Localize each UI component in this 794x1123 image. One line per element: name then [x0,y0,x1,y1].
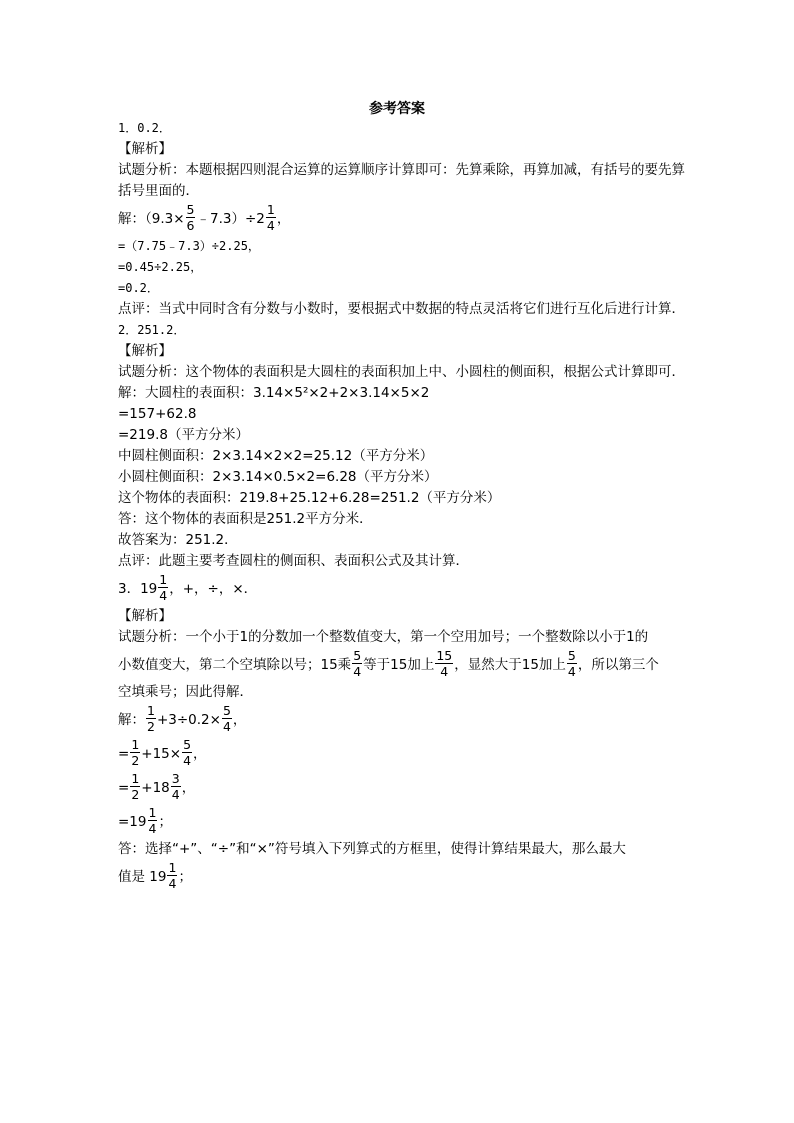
q3-answer-line-2 [118,860,688,894]
q3-a2-part1: 小数值变大，第二个空填除以号；15乘 [118,657,352,673]
fraction-denominator: 4 [171,787,180,802]
q3-s2-mid: +15× [141,746,182,762]
q3-ans2-prefix: 值是 19 [118,869,167,885]
q3-a2-part2: 等于15加上 [363,657,435,673]
q3-s4-prefix: =19 [118,814,147,830]
q3-s3-fraction-1 [130,770,140,802]
q3-answer-fraction [158,571,168,603]
q3-analysis-2 [118,648,688,682]
q2-line-5: 小圆柱侧面积：2×3.14×0.5×2=6.28（平方分米） [118,469,438,485]
fraction-numerator: 1 [131,736,140,752]
fraction-denominator: 4 [168,876,177,891]
fraction-denominator: 2 [147,719,155,734]
q1-fraction [186,201,196,233]
fraction-numerator: 5 [186,201,195,217]
q3-answer [118,572,688,606]
fraction-denominator: 4 [266,218,275,233]
fraction-numerator: 3 [171,770,180,786]
q2-line-1: 解：大圆柱的表面积：3.14×5²×2+2×3.14×5×2 [118,385,430,401]
q2-line-4: 中圆柱侧面积：2×3.14×2×2=25.12（平方分米） [118,448,434,464]
fraction-denominator: 4 [567,664,576,679]
fraction-numerator: 1 [159,571,168,587]
fraction-numerator: 5 [567,647,576,663]
fraction-denominator: 4 [440,664,449,679]
fraction-denominator: 2 [131,753,140,768]
fraction-numerator: 5 [222,702,231,718]
q1-sol-end: ， [276,211,291,227]
q3-a2-part4: ，所以第三个 [577,657,659,673]
q1-analysis: 试题分析：本题根据四则混合运算的运算顺序计算即可：先算乘除，再算加减，有括号的要先算括号里面的． [118,162,685,199]
q3-s1-fraction-2 [222,702,232,734]
q3-a2-fraction-3 [567,647,577,679]
q3-s4-end: ； [158,814,172,830]
q3-s2-end: ， [193,746,207,762]
q3-s3-end: ， [181,780,196,796]
fraction-numerator: 1 [168,859,177,875]
q3-solution-1 [118,703,688,737]
q1-sol-prefix: 解：（9.3× [118,211,185,227]
q2-line-3: =219.8（平方分米） [118,427,249,443]
q3-solution-3 [118,771,688,805]
fraction-numerator: 1 [131,770,140,786]
q2-line-7: 答：这个物体的表面积是251.2平方分米． [118,511,373,527]
fraction-denominator: 2 [131,787,140,802]
fraction-numerator: 5 [353,647,362,663]
q2-line-2: =157+62.8 [118,406,197,422]
fraction-numerator: 1 [148,804,157,820]
q3-s1-mid: +3÷0.2× [156,712,221,728]
q2-answer: 2．251.2． [118,323,186,337]
q1-solution-line [118,202,688,236]
q2-jiexi-heading: 【解析】 [118,343,172,359]
q1-jiexi-heading: 【解析】 [118,141,172,157]
q1-answer: 1．0.2． [118,121,171,135]
q1-step-2: =（7.75﹣7.3）÷2.25， [118,239,260,253]
q2-analysis: 试题分析：这个物体的表面积是大圆柱的表面积加上中、小圆柱的侧面积，根据公式计算即可． [118,364,685,380]
q3-s3-mid: +18 [141,780,170,796]
q3-s1-fraction-1 [146,702,156,734]
q3-ans2-fraction [167,859,177,891]
q3-s2-prefix: = [118,746,130,762]
q3-s2-fraction-2 [182,736,192,768]
page-title: 参考答案 [369,101,425,117]
answer-content [118,118,688,894]
q3-s1-end: ， [232,712,247,728]
fraction-denominator: 4 [159,588,168,603]
q3-s2-fraction-1 [130,736,140,768]
q3-answer-line-1: 答：选择“+”、“÷”和“×”符号填入下列算式的方框里，使得计算结果最大，那么最大 [118,841,626,857]
q3-answer-suffix: ，+，÷，×． [169,581,258,597]
q2-comment: 点评：此题主要考查圆柱的侧面积、表面积公式及其计算． [118,553,469,569]
q3-a2-fraction-1 [352,647,362,679]
fraction-numerator: 15 [436,647,453,663]
q3-solution-2 [118,737,688,771]
q2-line-8: 故答案为：251.2． [118,532,238,548]
q3-jiexi-heading: 【解析】 [118,608,172,624]
q3-a2-part3: ，显然大于15加上 [454,657,566,673]
q3-answer-prefix: 3．19 [118,581,158,597]
fraction-denominator: 4 [183,753,192,768]
q1-mixed-fraction [266,201,276,233]
q3-analysis-1: 试题分析：一个小于1的分数加一个整数值变大，第一个空用加号；一个整数除以小于1的 [118,629,649,645]
q3-analysis-3: 空填乘号；因此得解． [118,684,253,700]
fraction-numerator: 5 [183,736,192,752]
q2-line-6: 这个物体的表面积：219.8+25.12+6.28=251.2（平方分米） [118,490,501,506]
q3-s1-prefix: 解： [118,712,145,728]
fraction-denominator: 6 [186,218,195,233]
q3-a2-fraction-2 [435,647,453,679]
q3-ans2-end: ； [178,869,192,885]
fraction-numerator: 1 [266,201,275,217]
q3-s4-fraction [148,804,158,836]
q3-s3-prefix: = [118,780,130,796]
q1-comment: 点评：当式中同时含有分数与小数时，要根据式中数据的特点灵活将它们进行互化后进行计算． [118,301,685,317]
q1-step-4: =0.2． [118,281,159,295]
fraction-denominator: 4 [353,664,362,679]
fraction-numerator: 1 [147,702,155,718]
fraction-denominator: 4 [222,719,231,734]
q3-solution-4 [118,805,688,839]
q3-s3-fraction-2 [171,770,181,802]
q1-step-3: =0.45÷2.25， [118,260,203,274]
q1-sol-mid: ﹣7.3）÷2 [196,211,265,227]
fraction-denominator: 4 [148,821,157,836]
